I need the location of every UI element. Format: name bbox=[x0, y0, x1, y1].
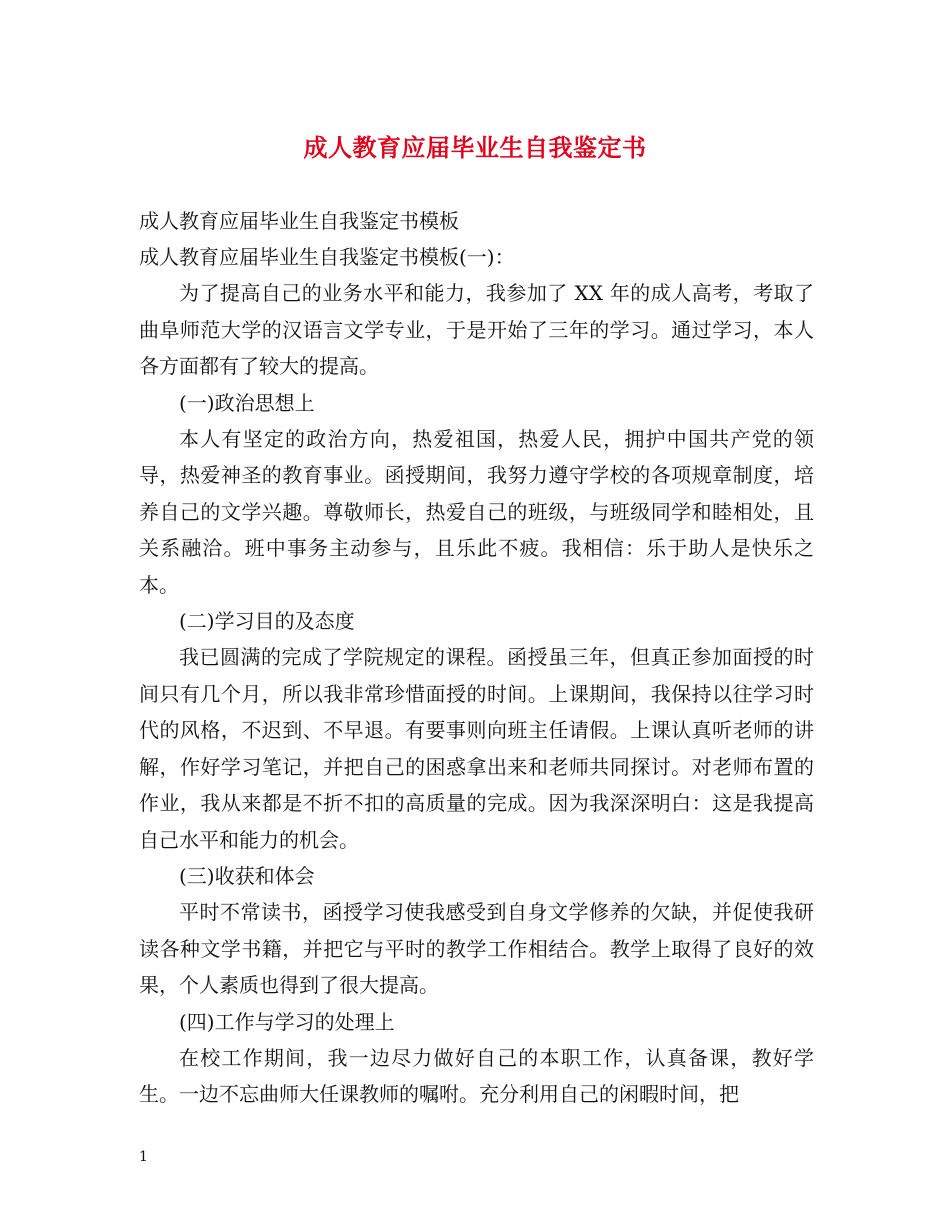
section-heading-work-study: (四)工作与学习的处理上 bbox=[179, 1009, 395, 1034]
document-subtitle: 成人教育应届毕业生自我鉴定书模板 bbox=[139, 209, 459, 233]
section-heading-politics: (一)政治思想上 bbox=[179, 390, 315, 415]
section-text-gains: 平时不常读书，函授学习使我感受到自身文学修养的欠缺，并促使我研读各种文学书籍，并把它与平时的教学工作相结合。教学上取得了良好的效果，个人素质也得到了很大提高。 bbox=[139, 900, 814, 997]
section-text-study: 我已圆满的完成了学院规定的课程。函授虽三年，但真正参加面授的时间只有几个月，所以我非常珍惜面授的时间。上课期间，我保持以往学习时代的风格，不迟到、不早退。有要事则向班主任请假。上课认真听老师的讲解，作好学习笔记，并把自己的困惑拿出来和老师共同探讨。对老师布置的作业，我从来都是不折不扣的高质量的完成。因为我深深明白：这是我提高自己水平和能力的机会。 bbox=[139, 645, 814, 852]
section-heading-study: (二)学习目的及态度 bbox=[179, 609, 355, 633]
document-body bbox=[139, 203, 814, 1113]
section-heading-gains: (三)收获和体会 bbox=[179, 864, 315, 888]
section-label: 成人教育应届毕业生自我鉴定书模板(一)： bbox=[139, 245, 515, 269]
section-text-work-study: 在校工作期间，我一边尽力做好自己的本职工作，认真备课，教好学生。一边不忘曲师大任课教师的嘱咐。充分利用自己的闲暇时间，把 bbox=[139, 1045, 814, 1106]
document-title: 成人教育应届毕业生自我鉴定书 bbox=[303, 133, 647, 162]
section-text-politics: 本人有坚定的政治方向，热爱祖国，热爱人民，拥护中国共产党的领导，热爱神圣的教育事业。函授期间，我努力遵守学校的各项规章制度，培养自己的文学兴趣。尊敬师长，热爱自己的班级，与班级同学和睦相处，且关系融洽。班中事务主动参与，且乐此不疲。我相信：乐于助人是快乐之本。 bbox=[139, 426, 814, 597]
intro-paragraph: 为了提高自己的业务水平和能力，我参加了 XX 年的成人高考，考取了曲阜师范大学的汉语言文学专业，于是开始了三年的学习。通过学习，本人各方面都有了较大的提高。 bbox=[139, 281, 814, 378]
page-number: 1 bbox=[139, 1149, 148, 1165]
